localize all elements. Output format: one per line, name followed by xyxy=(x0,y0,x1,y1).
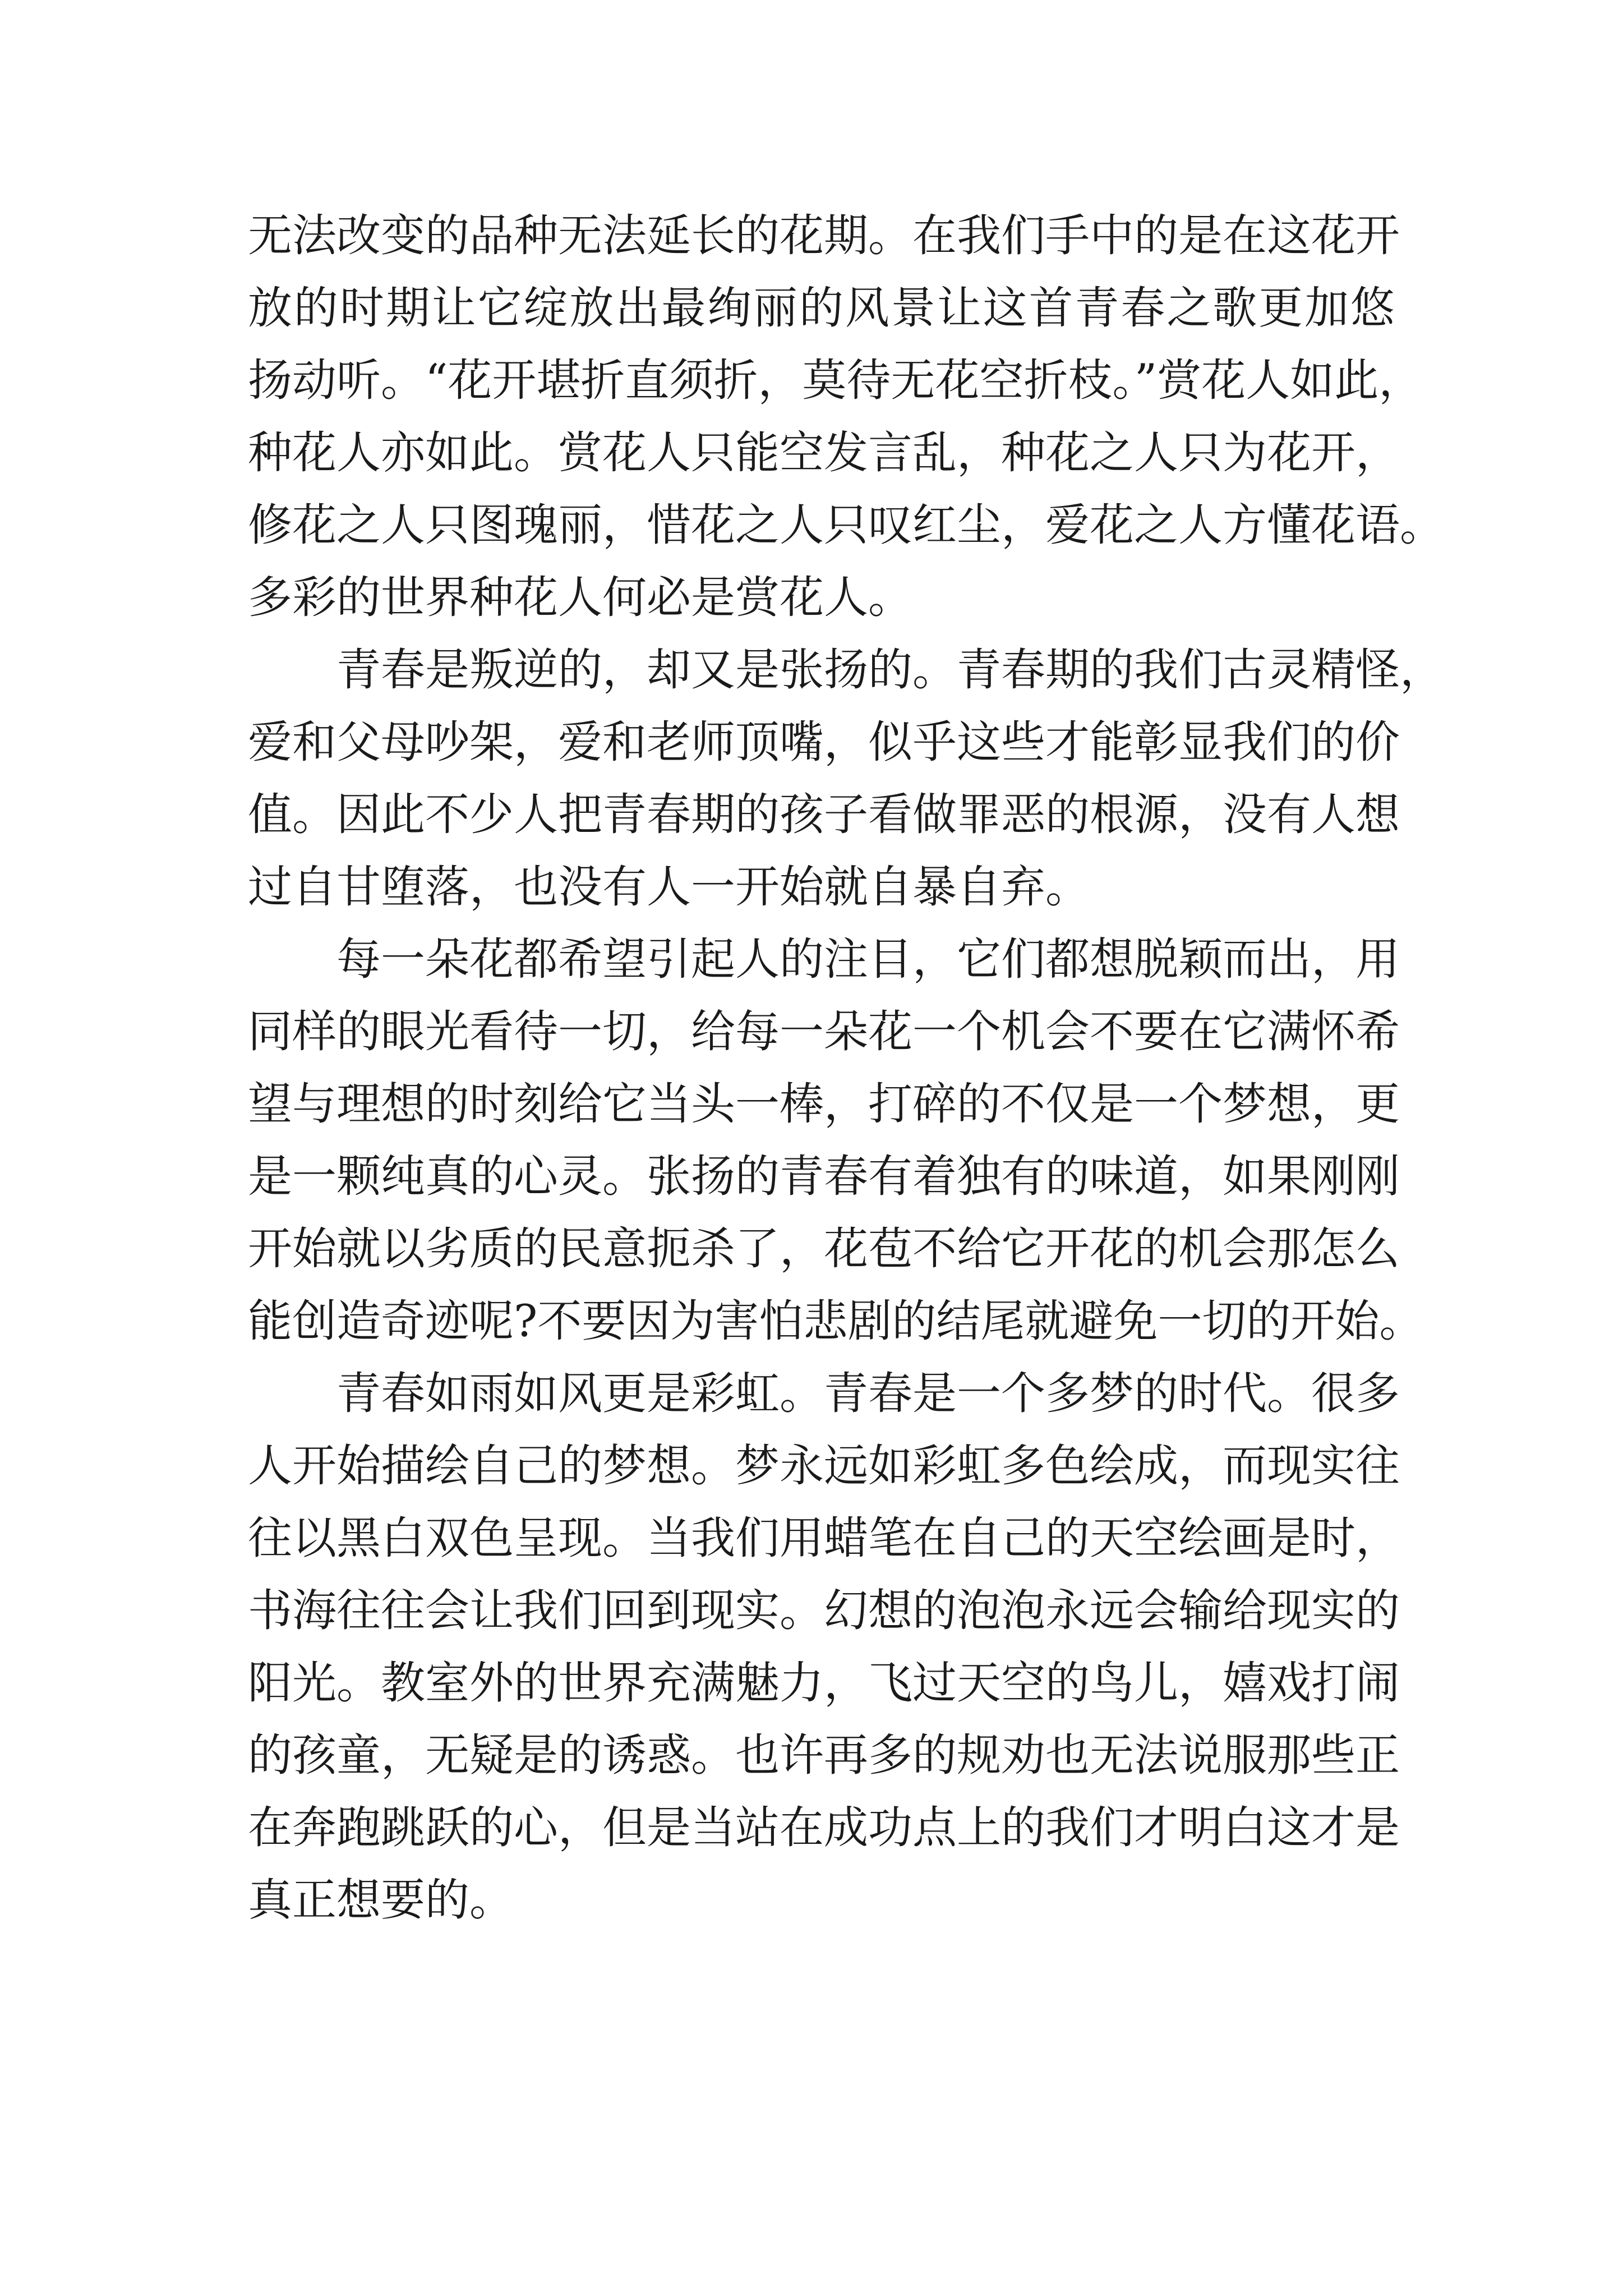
text-line: 青春是叛逆的，却又是张扬的。青春期的我们古灵精怪， xyxy=(248,644,1444,696)
text-line: 在奔跑跳跃的心，但是当站在成功点上的我们才明白这才是 xyxy=(248,1802,1400,1853)
text-line: 人开始描绘自己的梦想。梦永远如彩虹多色绘成，而现实往 xyxy=(248,1440,1400,1492)
text-line: 同样的眼光看待一切，给每一朵花一个机会不要在它满怀希 xyxy=(248,1006,1400,1057)
text-line: 的孩童，无疑是的诱惑。也许再多的规劝也无法说服那些正 xyxy=(248,1729,1400,1781)
text-line: 望与理想的时刻给它当头一棒，打碎的不仅是一个梦想，更 xyxy=(248,1078,1400,1130)
text-line: 真正想要的。 xyxy=(248,1874,514,1926)
text-line: 每一朵花都希望引起人的注目，它们都想脱颖而出，用 xyxy=(248,933,1400,985)
text-line: 扬动听。“花开堪折直须折，莫待无花空折枝。”赏花人如此， xyxy=(248,355,1423,406)
text-line: 爱和父母吵架，爱和老师顶嘴，似乎这些才能彰显我们的价 xyxy=(248,716,1400,768)
text-line: 是一颗纯真的心灵。张扬的青春有着独有的味道，如果刚刚 xyxy=(248,1151,1400,1202)
text-line: 能创造奇迹呢?不要因为害怕悲剧的结尾就避免一切的开始。 xyxy=(248,1295,1424,1347)
text-line: 放的时期让它绽放出最绚丽的风景让这首青春之歌更加悠 xyxy=(248,282,1395,334)
paragraph-1 xyxy=(248,200,1444,634)
text-line: 种花人亦如此。赏花人只能空发言乱，种花之人只为花开， xyxy=(248,427,1400,478)
text-line: 青春如雨如风更是彩虹。青春是一个多梦的时代。很多 xyxy=(248,1368,1400,1419)
text-line: 开始就以劣质的民意扼杀了，花苞不给它开花的机会那怎么 xyxy=(248,1223,1400,1274)
text-line: 往以黑白双色呈现。当我们用蜡笔在自己的天空绘画是时， xyxy=(248,1512,1400,1564)
paragraph-3 xyxy=(248,923,1424,1358)
text-line: 书海往往会让我们回到现实。幻想的泡泡永远会输给现实的 xyxy=(248,1585,1400,1636)
text-line: 过自甘堕落，也没有人一开始就自暴自弃。 xyxy=(248,861,1090,913)
paragraph-2 xyxy=(248,634,1444,923)
text-line: 无法改变的品种无法延长的花期。在我们手中的是在这花开 xyxy=(248,210,1400,261)
paragraph-4 xyxy=(248,1358,1400,1936)
text-line: 值。因此不少人把青春期的孩子看做罪恶的根源，没有人想 xyxy=(248,789,1400,840)
text-line: 修花之人只图瑰丽，惜花之人只叹红尘，爱花之人方懂花语。 xyxy=(248,499,1444,551)
text-line: 多彩的世界种花人何必是赏花人。 xyxy=(248,572,912,623)
body-text xyxy=(248,200,1444,1936)
text-line: 阳光。教室外的世界充满魅力，飞过天空的鸟儿，嬉戏打闹 xyxy=(248,1657,1400,1709)
